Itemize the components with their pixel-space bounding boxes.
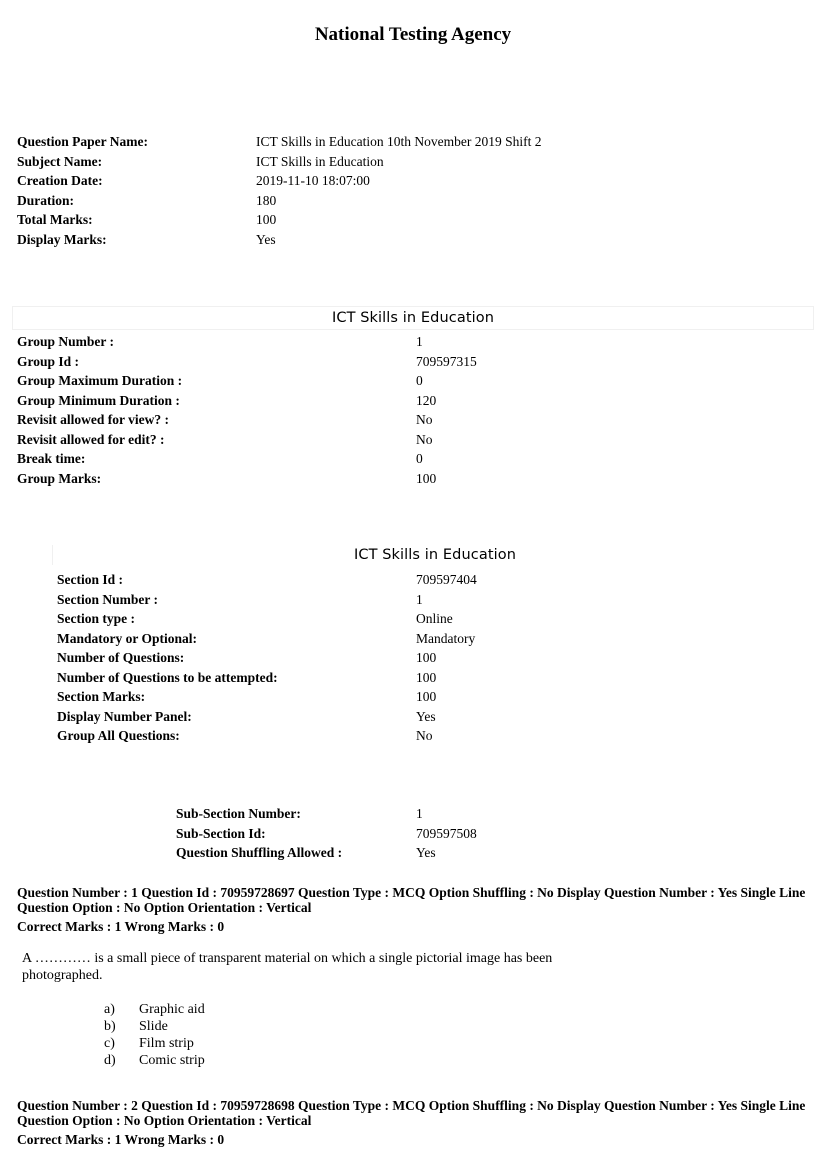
field-label: Sub-Section Id: xyxy=(176,825,266,841)
field-value: 0 xyxy=(416,451,423,466)
question-marks: Correct Marks : 1 Wrong Marks : 0 xyxy=(17,1132,225,1147)
field-value: 100 xyxy=(416,650,437,665)
field-value: 100 xyxy=(416,689,437,704)
field-value: Yes xyxy=(416,708,436,724)
field-label: Total Marks: xyxy=(17,212,93,227)
field-value: 709597315 xyxy=(416,353,477,369)
field-label: Subject Name: xyxy=(17,153,103,169)
field-label: Group Maximum Duration : xyxy=(17,373,183,388)
option-label: b) xyxy=(104,1019,116,1034)
option-label: c) xyxy=(104,1036,115,1051)
field-value: ICT Skills in Education 10th November 2019 Shift 2 xyxy=(256,134,542,149)
field-label: Section Id : xyxy=(57,572,124,587)
field-label: Section Marks: xyxy=(57,689,146,704)
option-text: Graphic aid xyxy=(139,1002,205,1017)
field-label: Sub-Section Number: xyxy=(176,806,301,821)
field-label: Group All Questions: xyxy=(57,728,180,743)
question-text: A ………… is a small piece of transparent material on which a single pictorial image has been photographed. xyxy=(22,951,553,983)
field-label: Number of Questions: xyxy=(57,650,185,665)
field-value: 0 xyxy=(416,373,423,388)
field-value: 1 xyxy=(416,334,423,349)
field-value: Mandatory xyxy=(416,630,476,646)
field-label: Mandatory or Optional: xyxy=(57,630,198,646)
field-value: Yes xyxy=(256,231,276,247)
option-text: Comic strip xyxy=(139,1053,205,1068)
field-value: 100 xyxy=(416,669,437,685)
question-meta: Question Number : 2 Question Id : 70959728698 Question Type : MCQ Option Shuffling : No Display Question Number : Yes Single Line Question Option : No Option Orientation : Vertical xyxy=(17,1098,806,1128)
field-value: No xyxy=(416,728,433,743)
field-label: Duration: xyxy=(17,192,74,208)
field-value: 180 xyxy=(256,192,277,208)
field-value: 709597508 xyxy=(416,825,477,841)
field-label: Group Minimum Duration : xyxy=(17,392,180,408)
question-meta: Question Number : 1 Question Id : 70959728697 Question Type : MCQ Option Shuffling : No Display Question Number : Yes Single Line Question Option : No Option Orientation : Vertical xyxy=(17,885,806,915)
field-value: No xyxy=(416,412,433,427)
field-value: 709597404 xyxy=(416,572,477,587)
field-label: Group Marks: xyxy=(17,470,102,486)
field-label: Creation Date: xyxy=(17,173,103,188)
field-value: ICT Skills in Education xyxy=(256,153,384,169)
document-title: National Testing Agency xyxy=(314,24,512,45)
field-label: Question Shuffling Allowed : xyxy=(176,845,343,860)
field-value: Online xyxy=(416,611,453,626)
field-value: 1 xyxy=(416,806,423,821)
field-value: 100 xyxy=(416,470,437,486)
option-text: Film strip xyxy=(139,1036,194,1051)
field-value: Yes xyxy=(416,845,436,860)
field-value: 100 xyxy=(256,212,277,227)
field-label: Number of Questions to be attempted: xyxy=(57,669,278,685)
field-value: No xyxy=(416,431,433,447)
question-header xyxy=(17,886,807,935)
question-header xyxy=(17,1099,807,1148)
field-label: Break time: xyxy=(17,451,86,466)
field-label: Section type : xyxy=(57,611,135,626)
section-banner: ICT Skills in Education xyxy=(52,545,817,565)
option-text: Slide xyxy=(139,1019,168,1034)
field-label: Display Number Panel: xyxy=(57,708,192,724)
field-label: Display Marks: xyxy=(17,231,107,247)
option-label: d) xyxy=(104,1053,116,1068)
question-marks: Correct Marks : 1 Wrong Marks : 0 xyxy=(17,919,225,934)
field-label: Group Id : xyxy=(17,353,80,369)
field-label: Question Paper Name: xyxy=(17,134,148,149)
group-banner: ICT Skills in Education xyxy=(12,306,814,330)
field-label: Revisit allowed for edit? : xyxy=(17,431,165,447)
field-label: Revisit allowed for view? : xyxy=(17,412,169,427)
option-label: a) xyxy=(104,1002,115,1017)
field-value: 120 xyxy=(416,392,437,408)
field-label: Group Number : xyxy=(17,334,115,349)
field-value: 1 xyxy=(416,591,423,607)
field-label: Section Number : xyxy=(57,591,158,607)
field-value: 2019-11-10 18:07:00 xyxy=(256,173,370,188)
